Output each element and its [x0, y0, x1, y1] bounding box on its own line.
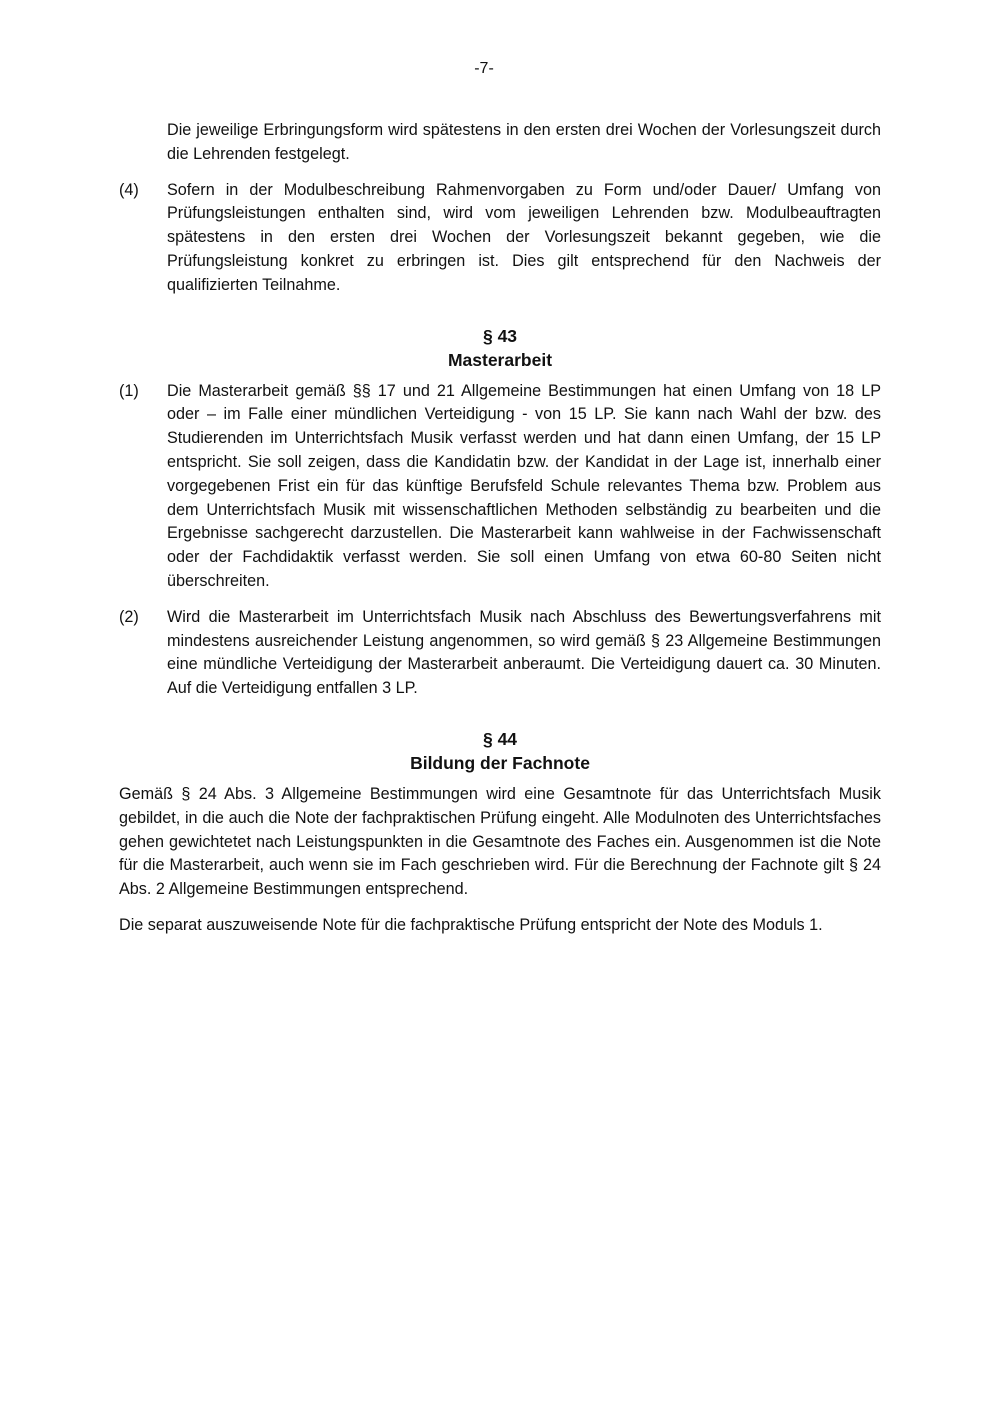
section43-number: § 43: [482, 325, 518, 346]
section43-title: Masterarbeit: [447, 349, 553, 370]
section42-paragraph-4: [119, 179, 881, 298]
section44-paragraph-1: Gemäß § 24 Abs. 3 Allgemeine Bestimmungen wird eine Gesamtnote für das Unterrichtsfach Musik gebildet, in die auch die Note der fachpraktischen Prüfung eingeht. Alle Modulnoten des Unterrichtsfaches gehen gewichtetet nach Leistungspunkten in die Gesamtnote des Faches ein. Ausgenommen ist die Note für die Masterarbeit, auch wenn sie im Fach geschrieben wird. Für die Berechnung der Fachnote gilt § 24 Abs. 2 Allgemeine Bestimmungen entsprechend.: [119, 784, 881, 899]
page-number: -7-: [474, 60, 494, 77]
section42-continuation: Die jeweilige Erbringungsform wird spätestens in den ersten drei Wochen der Vorlesungszeit durch die Lehrenden festgelegt.: [167, 121, 881, 163]
document-body: [119, 119, 881, 938]
section43-heading: [119, 324, 881, 372]
section43-paragraph-2: [119, 606, 881, 701]
section44-heading: [119, 727, 881, 775]
section44-number: § 44: [482, 728, 518, 749]
section43-paragraph-1: [119, 380, 881, 594]
paragraph-text: Sofern in der Modulbeschreibung Rahmenvorgaben zu Form und/oder Dauer/ Umfang von Prüfungsleistungen enthalten sind, wird vom jeweiligen Lehrenden bzw. Modulbeauftragten spätestens in den ersten drei Wochen der Vorlesungszeit bekannt gegeben, wie die Prüfungsleistung konkret zu erbringen ist. Dies gilt entsprechend für den Nachweis der qualifizierten Teilnahme.: [167, 180, 881, 294]
paragraph-number: (2): [119, 607, 139, 626]
section44-paragraph-2: Die separat auszuweisende Note für die fachpraktische Prüfung entspricht der Note des Moduls 1.: [119, 915, 823, 934]
paragraph-number: (1): [119, 381, 139, 400]
paragraph-text: Die Masterarbeit gemäß §§ 17 und 21 Allgemeine Bestimmungen hat einen Umfang von 18 LP oder – im Falle einer mündlichen Verteidigung - von 15 LP. Sie kann nach Wahl der bzw. des Studierenden im Unterrichtsfach Musik verfasst werden und hat dann einen Umfang, der 15 LP entspricht. Sie soll zeigen, dass die Kandidatin bzw. der Kandidat in der Lage ist, innerhalb einer vorgegebenen Frist ein für das künftige Berufsfeld Schule relevantes Thema bzw. Problem aus dem Unterrichtsfach Musik mit wissenschaftlichen Methoden selbständig zu bearbeiten und die Ergebnisse sachgerecht darzustellen. Die Masterarbeit kann wahlweise in der Fachwissenschaft oder der Fachdidaktik verfasst werden. Sie soll einen Umfang von etwa 60-80 Seiten nicht überschreiten.: [167, 381, 881, 590]
paragraph-text: Wird die Masterarbeit im Unterrichtsfach Musik nach Abschluss des Bewertungsverfahrens mit mindestens ausreichender Leistung angenommen, so wird gemäß § 23 Allgemeine Bestimmungen eine mündliche Verteidigung der Masterarbeit anberaumt. Die Verteidigung dauert ca. 30 Minuten. Auf die Verteidigung entfallen 3 LP.: [167, 607, 881, 698]
paragraph-number: (4): [119, 180, 139, 199]
section44-title: Bildung der Fachnote: [410, 752, 590, 773]
